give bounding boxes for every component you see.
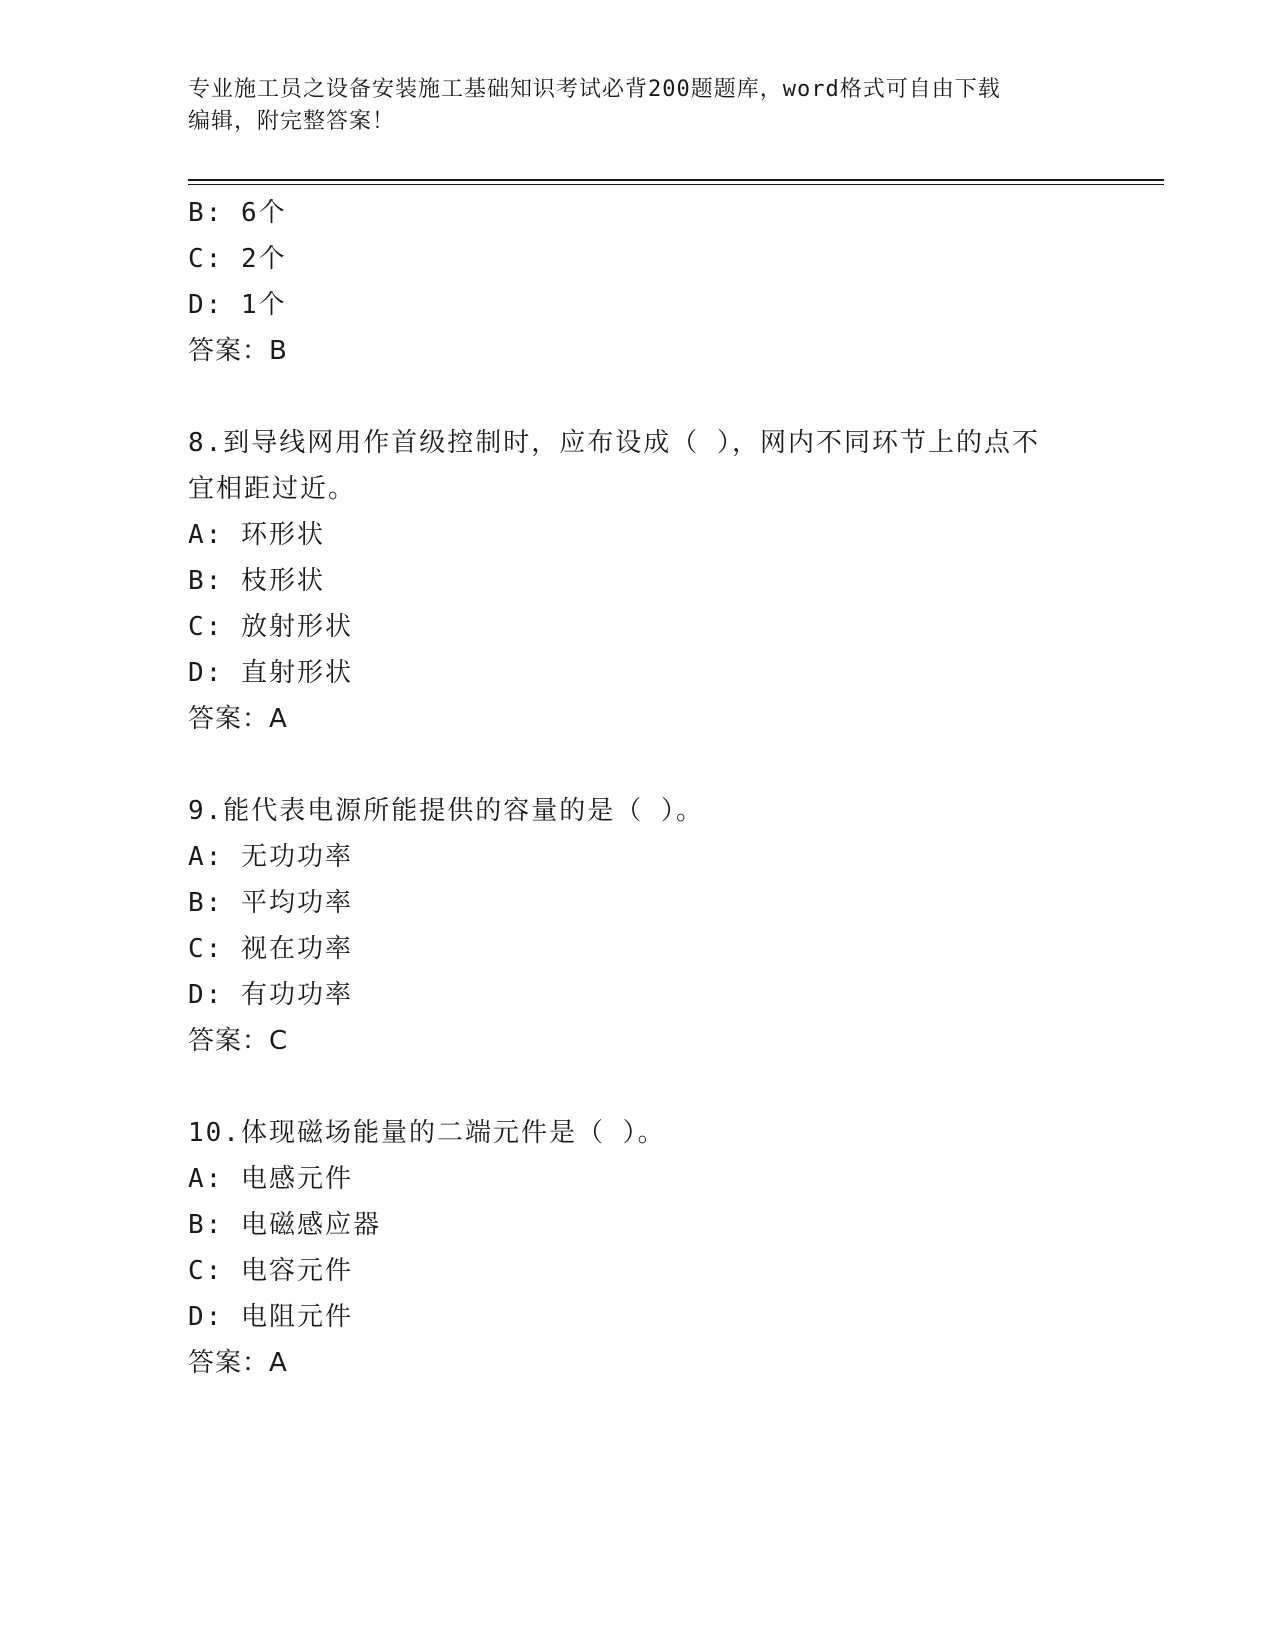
question-7-tail — [188, 190, 1088, 374]
question-stem: 8.到导线网用作首级控制时，应布设成（ ），网内不同环节上的点不 — [188, 428, 1040, 458]
answer-label: 答案：C — [188, 1026, 289, 1056]
spacer — [188, 374, 1088, 420]
answer-label: 答案：A — [188, 1348, 288, 1378]
question-stem: 9.能代表电源所能提供的容量的是（ ）。 — [188, 796, 704, 826]
option-b: B: 枝形状 — [188, 566, 325, 596]
option-b: B: 电磁感应器 — [188, 1210, 381, 1240]
answer-label: 答案：A — [188, 704, 288, 734]
question-stem-continued: 宜相距过近。 — [188, 474, 357, 504]
spacer — [188, 742, 1088, 788]
option-c: C: 视在功率 — [188, 934, 353, 964]
option-a: A: 无功功率 — [188, 842, 353, 872]
option-a: A: 环形状 — [188, 520, 325, 550]
header-divider-thin — [188, 184, 1164, 185]
option-d: D: 1个 — [188, 290, 287, 320]
answer-label: 答案：B — [188, 336, 288, 366]
spacer — [188, 1064, 1088, 1110]
option-b: B: 平均功率 — [188, 888, 353, 918]
question-9 — [188, 788, 1088, 1064]
header-title-line-2: 编辑，附完整答案！ — [188, 109, 396, 134]
question-10 — [188, 1110, 1088, 1386]
question-8 — [188, 420, 1088, 742]
option-a: A: 电感元件 — [188, 1164, 353, 1194]
document-header — [188, 74, 1068, 138]
header-divider-thick — [188, 179, 1164, 181]
question-stem: 10.体现磁场能量的二端元件是（ ）。 — [188, 1118, 666, 1148]
option-d: D: 电阻元件 — [188, 1302, 353, 1332]
header-title-line-1: 专业施工员之设备安装施工基础知识考试必背200题题库，word格式可自由下载 — [188, 77, 1001, 102]
option-b: B: 6个 — [188, 198, 287, 228]
option-d: D: 直射形状 — [188, 658, 353, 688]
question-list — [188, 190, 1088, 1386]
option-c: C: 2个 — [188, 244, 287, 274]
option-c: C: 电容元件 — [188, 1256, 353, 1286]
option-c: C: 放射形状 — [188, 612, 353, 642]
option-d: D: 有功功率 — [188, 980, 353, 1010]
